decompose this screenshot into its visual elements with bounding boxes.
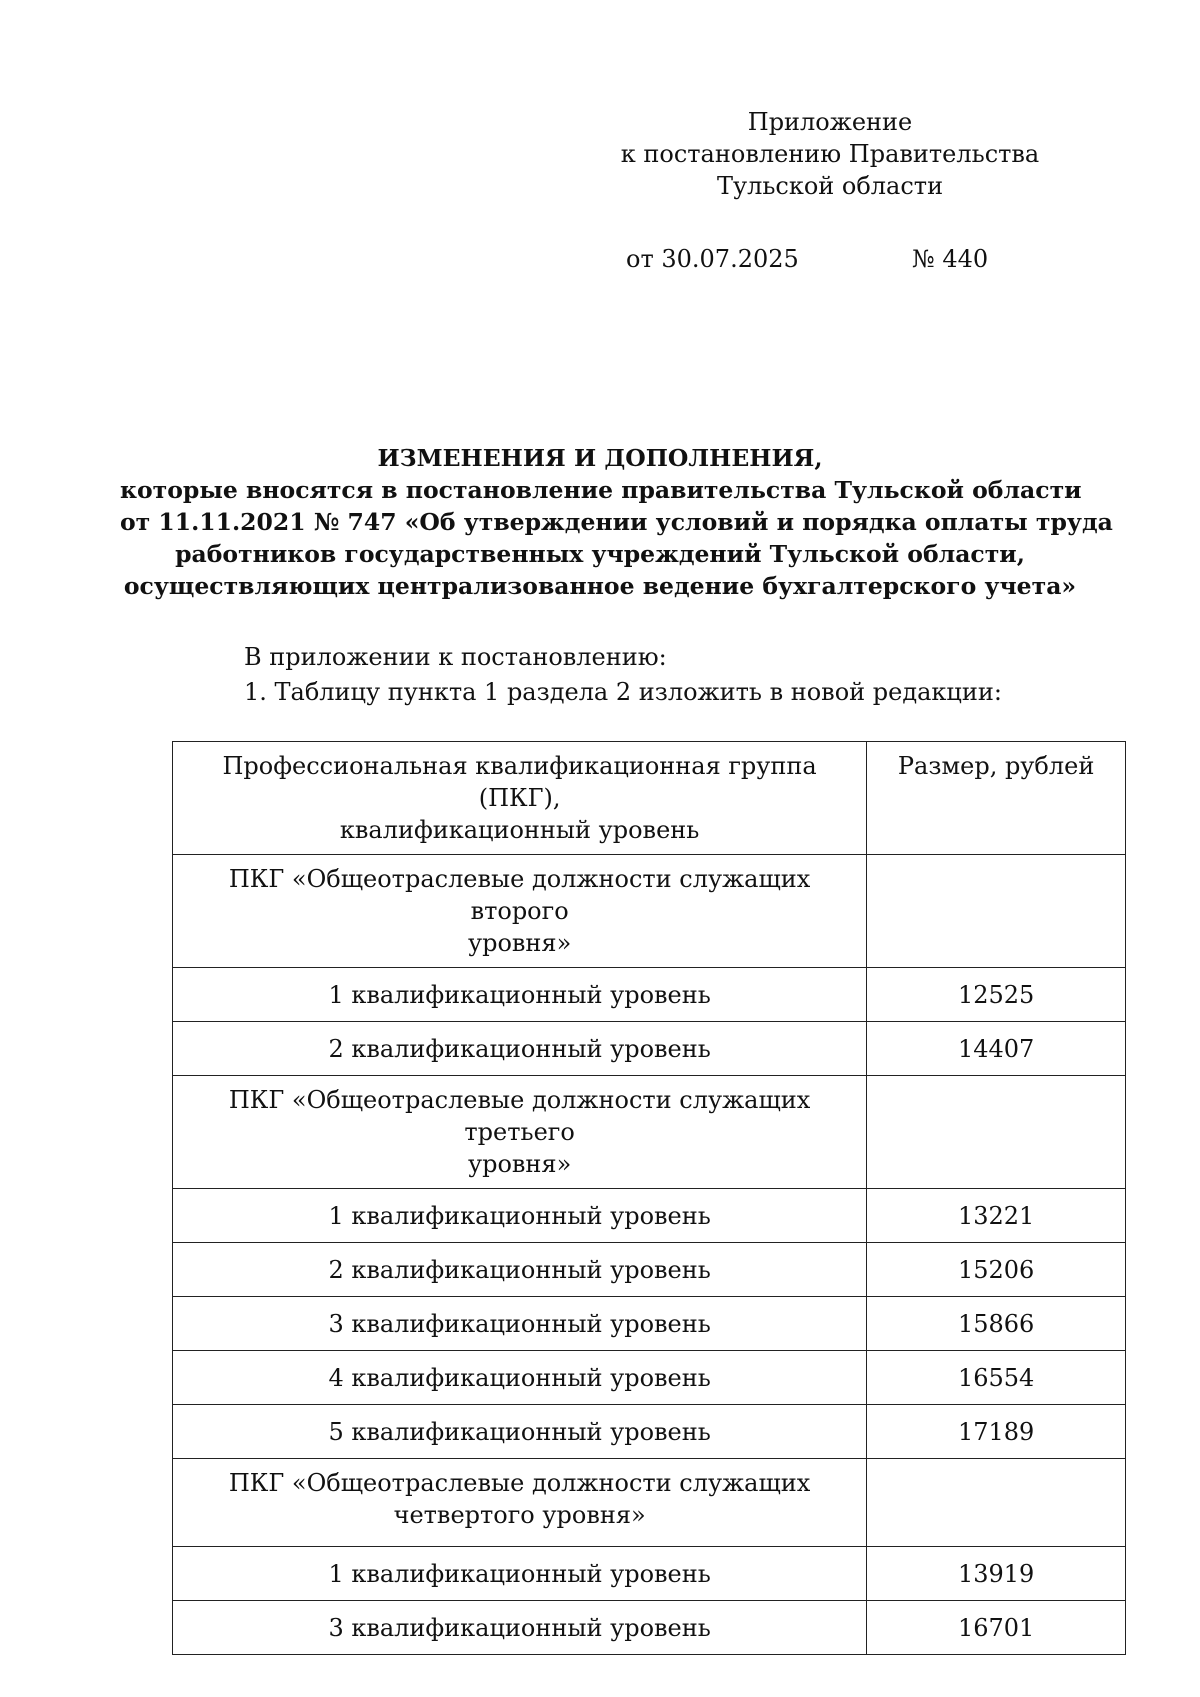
- amount-cell: 13221: [867, 1189, 1126, 1243]
- body-paragraph-2: 1. Таблицу пункта 1 раздела 2 изложить в новой редакции:: [244, 678, 1002, 706]
- salary-table: [172, 741, 1126, 1655]
- group-line-1: ПКГ «Общеотраслевые должности служащих второго: [228, 865, 811, 925]
- header-group-line-2: квалификационный уровень: [339, 816, 700, 844]
- appendix-line-1: Приложение: [747, 108, 913, 136]
- group-line-2: уровня»: [467, 929, 572, 957]
- group-line-1: ПКГ «Общеотраслевые должности служащих: [228, 1469, 811, 1497]
- group-line-2: уровня»: [467, 1150, 572, 1178]
- title-line-1: ИЗМЕНЕНИЯ И ДОПОЛНЕНИЯ,: [377, 444, 823, 472]
- amount-cell: 17189: [867, 1405, 1126, 1459]
- appendix-line-2: к постановлению Правительства: [620, 140, 1040, 168]
- level-cell: 3 квалификационный уровень: [173, 1601, 867, 1655]
- level-cell: 5 квалификационный уровень: [173, 1405, 867, 1459]
- amount-cell: [867, 1076, 1126, 1189]
- level-cell: 4 квалификационный уровень: [173, 1351, 867, 1405]
- level-cell: 2 квалификационный уровень: [173, 1243, 867, 1297]
- group-line-2: четвертого уровня»: [393, 1501, 646, 1529]
- level-cell: 1 квалификационный уровень: [173, 1189, 867, 1243]
- resolution-date: от 30.07.2025: [626, 245, 799, 273]
- table-row: [173, 1297, 1126, 1351]
- level-cell: 3 квалификационный уровень: [173, 1297, 867, 1351]
- title-line-2: которые вносятся в постановление правительства Тульской области: [120, 476, 1082, 504]
- appendix-line-3: Тульской области: [716, 172, 944, 200]
- header-cell-amount: Размер, рублей: [867, 742, 1126, 855]
- amount-cell: [867, 1459, 1126, 1547]
- group-cell: [173, 1459, 867, 1547]
- document-title: [120, 442, 1113, 602]
- table-row: [173, 1547, 1126, 1601]
- amount-cell: 16554: [867, 1351, 1126, 1405]
- level-cell: 1 квалификационный уровень: [173, 968, 867, 1022]
- header-group-line-1: Профессиональная квалификационная группа (ПКГ),: [222, 752, 817, 812]
- table-row: [173, 1189, 1126, 1243]
- amount-cell: 15206: [867, 1243, 1126, 1297]
- amount-cell: 12525: [867, 968, 1126, 1022]
- amount-cell: [867, 855, 1126, 968]
- group-line-1: ПКГ «Общеотраслевые должности служащих третьего: [228, 1086, 811, 1146]
- body-paragraph-1: В приложении к постановлению:: [244, 643, 667, 671]
- group-cell: [173, 1076, 867, 1189]
- table-row: [173, 1351, 1126, 1405]
- title-line-4: работников государственных учреждений Тульской области,: [175, 540, 1025, 568]
- amount-cell: 16701: [867, 1601, 1126, 1655]
- table-row: [173, 1601, 1126, 1655]
- level-cell: 1 квалификационный уровень: [173, 1547, 867, 1601]
- table-row: [173, 968, 1126, 1022]
- appendix-header: [600, 106, 1060, 202]
- title-line-5: осуществляющих централизованное ведение бухгалтерского учета»: [123, 572, 1077, 600]
- table-row: [173, 1459, 1126, 1547]
- table-row: [173, 1076, 1126, 1189]
- amount-cell: 13919: [867, 1547, 1126, 1601]
- table-row: [173, 1405, 1126, 1459]
- header-cell-group: [173, 742, 867, 855]
- table-header-row: [173, 742, 1126, 855]
- level-cell: 2 квалификационный уровень: [173, 1022, 867, 1076]
- table-row: [173, 1243, 1126, 1297]
- table-row: [173, 855, 1126, 968]
- title-line-3: от 11.11.2021 № 747 «Об утверждении условий и порядка оплаты труда: [120, 508, 1113, 536]
- amount-cell: 15866: [867, 1297, 1126, 1351]
- amount-cell: 14407: [867, 1022, 1126, 1076]
- group-cell: [173, 855, 867, 968]
- table-row: [173, 1022, 1126, 1076]
- resolution-number: № 440: [912, 245, 989, 273]
